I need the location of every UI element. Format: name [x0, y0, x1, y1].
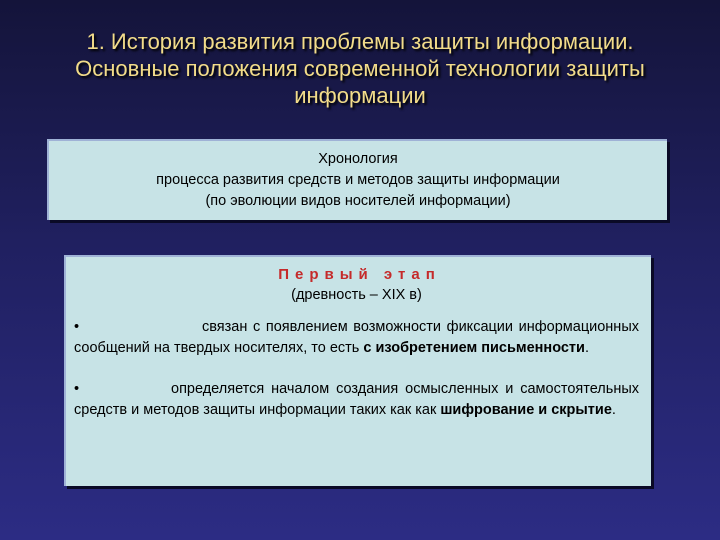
first-stage-panel	[64, 255, 651, 486]
title-line-1: 1. История развития проблемы защиты информации.	[86, 29, 634, 54]
title-line-2: Основные положения современной технологии защиты	[75, 56, 645, 81]
slide-title	[20, 28, 700, 109]
stage-title: Первый этап	[278, 266, 441, 283]
chronology-note: (по эволюции видов носителей информации)	[205, 193, 511, 209]
stage-item-2-text: определяется началом создания осмысленных и самостоятельных средств и методов защиты информации таких как как	[74, 381, 639, 418]
stage-period: (древность – XIX в)	[291, 287, 422, 303]
title-line-3: информации	[294, 83, 426, 108]
stage-item-1-text: связан с появлением возможности фиксации информационных сообщений на твердых носителях, то есть	[74, 319, 639, 356]
chronology-panel	[47, 139, 667, 220]
stage-item-2-bold: шифрование и скрытие	[440, 402, 612, 418]
chronology-description: процесса развития средств и методов защиты информации	[156, 172, 560, 188]
stage-item-1-end: .	[584, 340, 589, 356]
stage-item-2-end: .	[611, 402, 616, 418]
stage-item-1	[74, 317, 639, 359]
bullet-icon: •	[74, 319, 80, 335]
chronology-heading: Хронология	[318, 151, 398, 167]
bullet-icon: •	[74, 381, 80, 397]
stage-item-1-bold: с изобретением письменности	[363, 340, 585, 356]
stage-item-2	[74, 379, 639, 421]
